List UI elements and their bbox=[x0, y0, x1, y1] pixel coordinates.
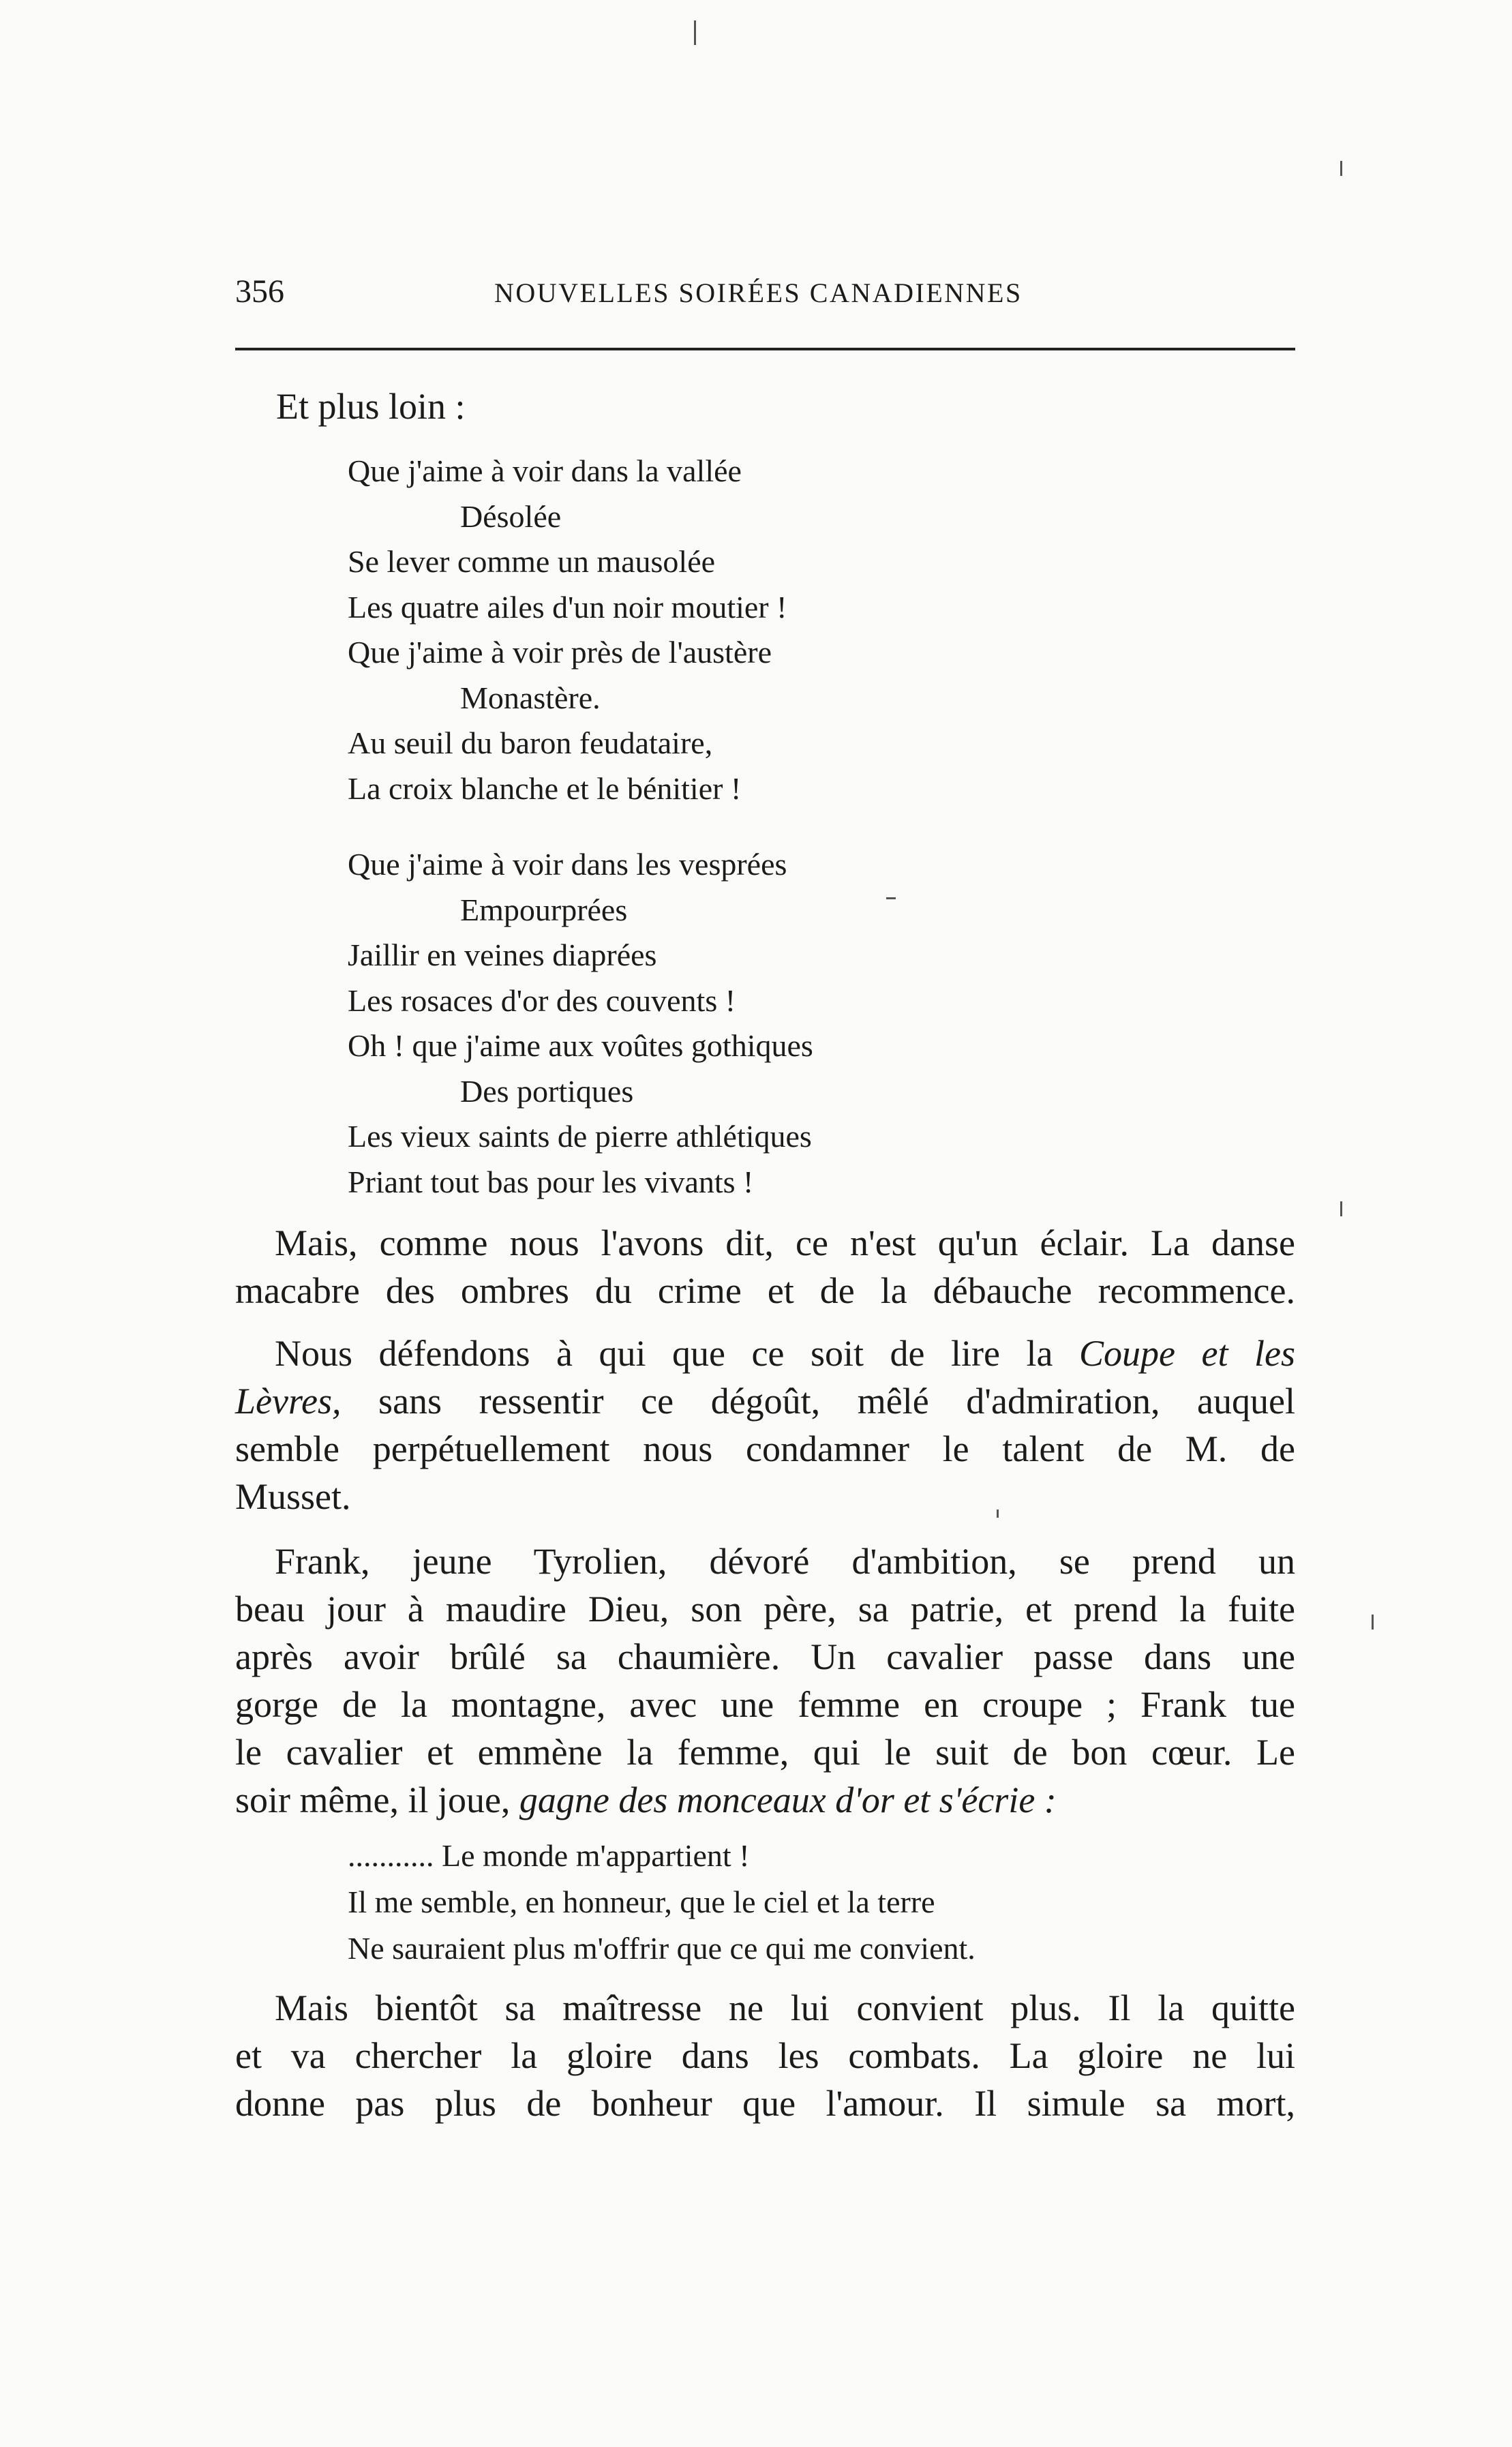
italic-run: gagne des monceaux d'or et s'écrie : bbox=[519, 1780, 1057, 1820]
work-title: Lèvres, bbox=[235, 1381, 342, 1422]
text-run: Nous défendons à qui que ce soit de lire la bbox=[275, 1333, 1079, 1374]
text-line bbox=[235, 1377, 1295, 1425]
text-line: après avoir brûlé sa chaumière. Un cavalier passe dans une bbox=[235, 1636, 1295, 1677]
text-line bbox=[235, 1776, 1295, 1824]
work-title: Coupe et les bbox=[1079, 1333, 1295, 1374]
text-line: donne pas plus de bonheur que l'amour. Il simule sa mort, bbox=[235, 2083, 1295, 2124]
poem-stanza-1 bbox=[348, 449, 1234, 811]
intro-line: Et plus loin : bbox=[276, 386, 466, 427]
paragraph-2 bbox=[235, 1330, 1295, 1520]
verse-line: Des portiques bbox=[460, 1073, 634, 1109]
verse-line: Que j'aime à voir dans les vesprées bbox=[348, 847, 787, 882]
verse-line: Que j'aime à voir près de l'austère bbox=[348, 635, 772, 670]
verse-line: Empourprées bbox=[460, 892, 628, 927]
paragraph-1 bbox=[235, 1219, 1295, 1315]
verse-line: Désolée bbox=[460, 498, 562, 534]
verse-line: La croix blanche et le bénitier ! bbox=[348, 770, 742, 806]
text-line: Musset. bbox=[235, 1476, 351, 1517]
verse-line: Que j'aime à voir dans la vallée bbox=[348, 453, 742, 488]
page-number: 356 bbox=[235, 273, 284, 310]
paragraph-3 bbox=[235, 1537, 1295, 1824]
scan-speck bbox=[694, 20, 696, 45]
scan-speck bbox=[1340, 1201, 1342, 1216]
scan-speck bbox=[1340, 161, 1342, 176]
text-line: Mais bientôt sa maîtresse ne lui convient plus. Il la quitte bbox=[275, 1987, 1295, 2028]
scan-speck bbox=[886, 897, 896, 899]
scan-speck bbox=[997, 1510, 999, 1518]
text-line bbox=[235, 1330, 1295, 1377]
verse-line: Oh ! que j'aime aux voûtes gothiques bbox=[348, 1028, 813, 1063]
verse-line: Les rosaces d'or des couvents ! bbox=[348, 982, 736, 1018]
text-line: Mais, comme nous l'avons dit, ce n'est qu'un éclair. La danse bbox=[275, 1222, 1295, 1263]
text-line: beau jour à maudire Dieu, son père, sa patrie, et prend la fuite bbox=[235, 1589, 1295, 1630]
verse-line: Il me semble, en honneur, que le ciel et la terre bbox=[348, 1885, 935, 1919]
paragraph-4 bbox=[235, 1984, 1295, 2127]
text-run: soir même, il joue, bbox=[235, 1780, 519, 1820]
scan-speck bbox=[1372, 1615, 1374, 1630]
verse-line: Jaillir en veines diaprées bbox=[348, 937, 657, 972]
running-title: NOUVELLES SOIRÉES CANADIENNES bbox=[494, 277, 1023, 308]
header-rule bbox=[235, 348, 1295, 350]
verse-line: Les vieux saints de pierre athlétiques bbox=[348, 1119, 812, 1154]
verse-line: Priant tout bas pour les vivants ! bbox=[348, 1164, 754, 1199]
poem-stanza-2 bbox=[348, 842, 1234, 1205]
text-line: et va chercher la gloire dans les combats. La gloire ne lui bbox=[235, 2035, 1295, 2076]
text-line: macabre des ombres du crime et de la débauche recommence. bbox=[235, 1270, 1295, 1311]
verse-line: Les quatre ailes d'un noir moutier ! bbox=[348, 589, 787, 625]
text-run: sans ressentir ce dégoût, mêlé d'admiration, auquel bbox=[341, 1381, 1295, 1422]
verse-line: Se lever comme un mausolée bbox=[348, 544, 716, 579]
verse-line: ........... Le monde m'appartient ! bbox=[348, 1838, 750, 1873]
page-header bbox=[235, 273, 1295, 327]
verse-line: Monastère. bbox=[460, 680, 601, 715]
verse-line: Ne sauraient plus m'offrir que ce qui me convient. bbox=[348, 1931, 976, 1966]
text-line: le cavalier et emmène la femme, qui le suit de bon cœur. Le bbox=[235, 1732, 1295, 1773]
verse-quote bbox=[348, 1833, 1166, 1972]
text-line: semble perpétuellement nous condamner le talent de M. de bbox=[235, 1428, 1295, 1469]
text-line: gorge de la montagne, avec une femme en croupe ; Frank tue bbox=[235, 1684, 1295, 1725]
verse-line: Au seuil du baron feudataire, bbox=[348, 725, 713, 760]
text-line: Frank, jeune Tyrolien, dévoré d'ambition, se prend un bbox=[275, 1541, 1295, 1582]
